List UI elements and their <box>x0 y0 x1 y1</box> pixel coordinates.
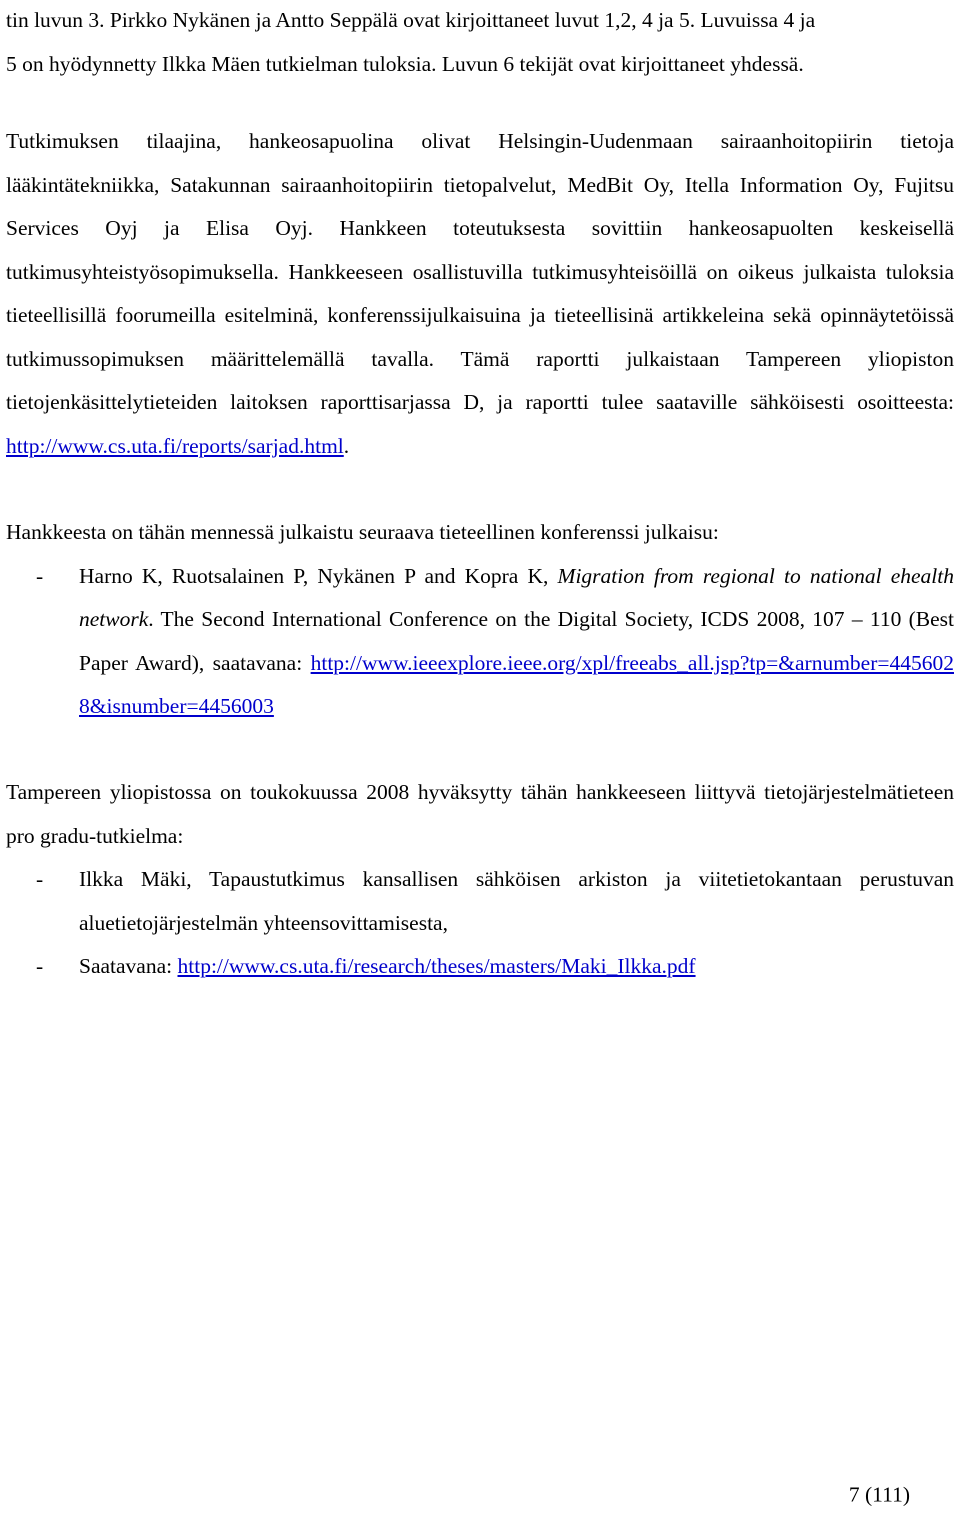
intro-paragraph <box>6 0 954 86</box>
ieee-link[interactable]: http://www.ieeexplore.ieee.org/xpl/freeabs_all.jsp?tp=&arnumber=4456028&isnumber=4456003 <box>79 650 954 718</box>
list-dash: - <box>36 563 44 588</box>
thesis-intro: Tampereen yliopistossa on toukokuussa 2008 hyväksytty tähän hankkeeseen liittyvä tietojärjestelmätieteen pro gradu-tutkielma: <box>6 780 954 848</box>
intro-line-2: 5 on hyödynnetty Ilkka Mäen tutkielman tuloksia. Luvun 6 tekijät ovat kirjoittaneet yhdessä. <box>6 51 804 76</box>
publications-intro: Hankkeesta on tähän mennessä julkaistu seuraava tieteellinen konferenssi julkaisu: <box>6 520 719 544</box>
thesis-availability-label: Saatavana: <box>79 954 178 978</box>
main-end: . <box>343 433 350 458</box>
pub-authors: Harno K, Ruotsalainen P, Nykänen P and Kopra K, <box>79 563 558 588</box>
intro-line-1: tin luvun 3. Pirkko Nykänen ja Antto Seppälä ovat kirjoittaneet luvut 1,2, 4 ja 5. Luvuissa 4 ja <box>6 8 816 32</box>
publications-section <box>6 511 954 729</box>
main-paragraph-text <box>6 120 954 468</box>
main-paragraph <box>6 120 954 468</box>
list-item <box>6 945 954 989</box>
pub-details: . The Second International Conference on the Digital Society, ICDS 2008, 107 – 110 (Best Paper Award), saatavana: <box>79 607 954 675</box>
publications-list <box>6 555 954 729</box>
reports-link[interactable]: http://www.cs.uta.fi/reports/sarjad.html <box>6 433 344 458</box>
list-dash: - <box>36 867 44 891</box>
thesis-citation: Ilkka Mäki, Tapaustutkimus kansallisen sähköisen arkiston ja viitetietokantaan perustuvan aluetietojärjestelmän yhteensovittamisesta, <box>79 867 954 935</box>
list-item <box>6 858 954 945</box>
pub-title: Migration from regional to national ehealth network <box>79 563 954 631</box>
page-number: 7 (111) <box>848 1482 910 1507</box>
list-dash: - <box>36 954 44 978</box>
thesis-list <box>6 858 954 989</box>
thesis-link[interactable]: http://www.cs.uta.fi/research/theses/masters/Maki_Ilkka.pdf <box>177 954 696 978</box>
thesis-section <box>6 771 954 989</box>
list-item <box>6 555 954 729</box>
main-text: Tutkimuksen tilaajina, hankeosapuolina olivat Helsingin-Uudenmaan sairaanhoitopiirin tietoja lääkintätekniikka, Satakunnan sairaanhoitopiirin tietopalvelut, MedBit Oy, Itella Information Oy, Fujitsu Services Oyj ja Elisa Oyj. Hankkeen toteutuksesta sovittiin hankeosapuolten keskeisellä tutkimusyhteistyösopimuksella. Hankkeeseen osallistuvilla tutkimusyhteisöillä on oikeus julkaista tuloksia tieteellisillä foorumeilla esitelminä, konferenssijulkaisuina ja tieteellisinä artikkeleina sekä opinnäytetöissä tutkimussopimuksen määrittelemällä tavalla. Tämä raportti julkaistaan Tampereen yliopiston tietojenkäsittelytieteiden laitoksen raporttisarjassa D, ja raportti tulee saataville sähköisesti osoitteesta: <box>6 129 954 414</box>
